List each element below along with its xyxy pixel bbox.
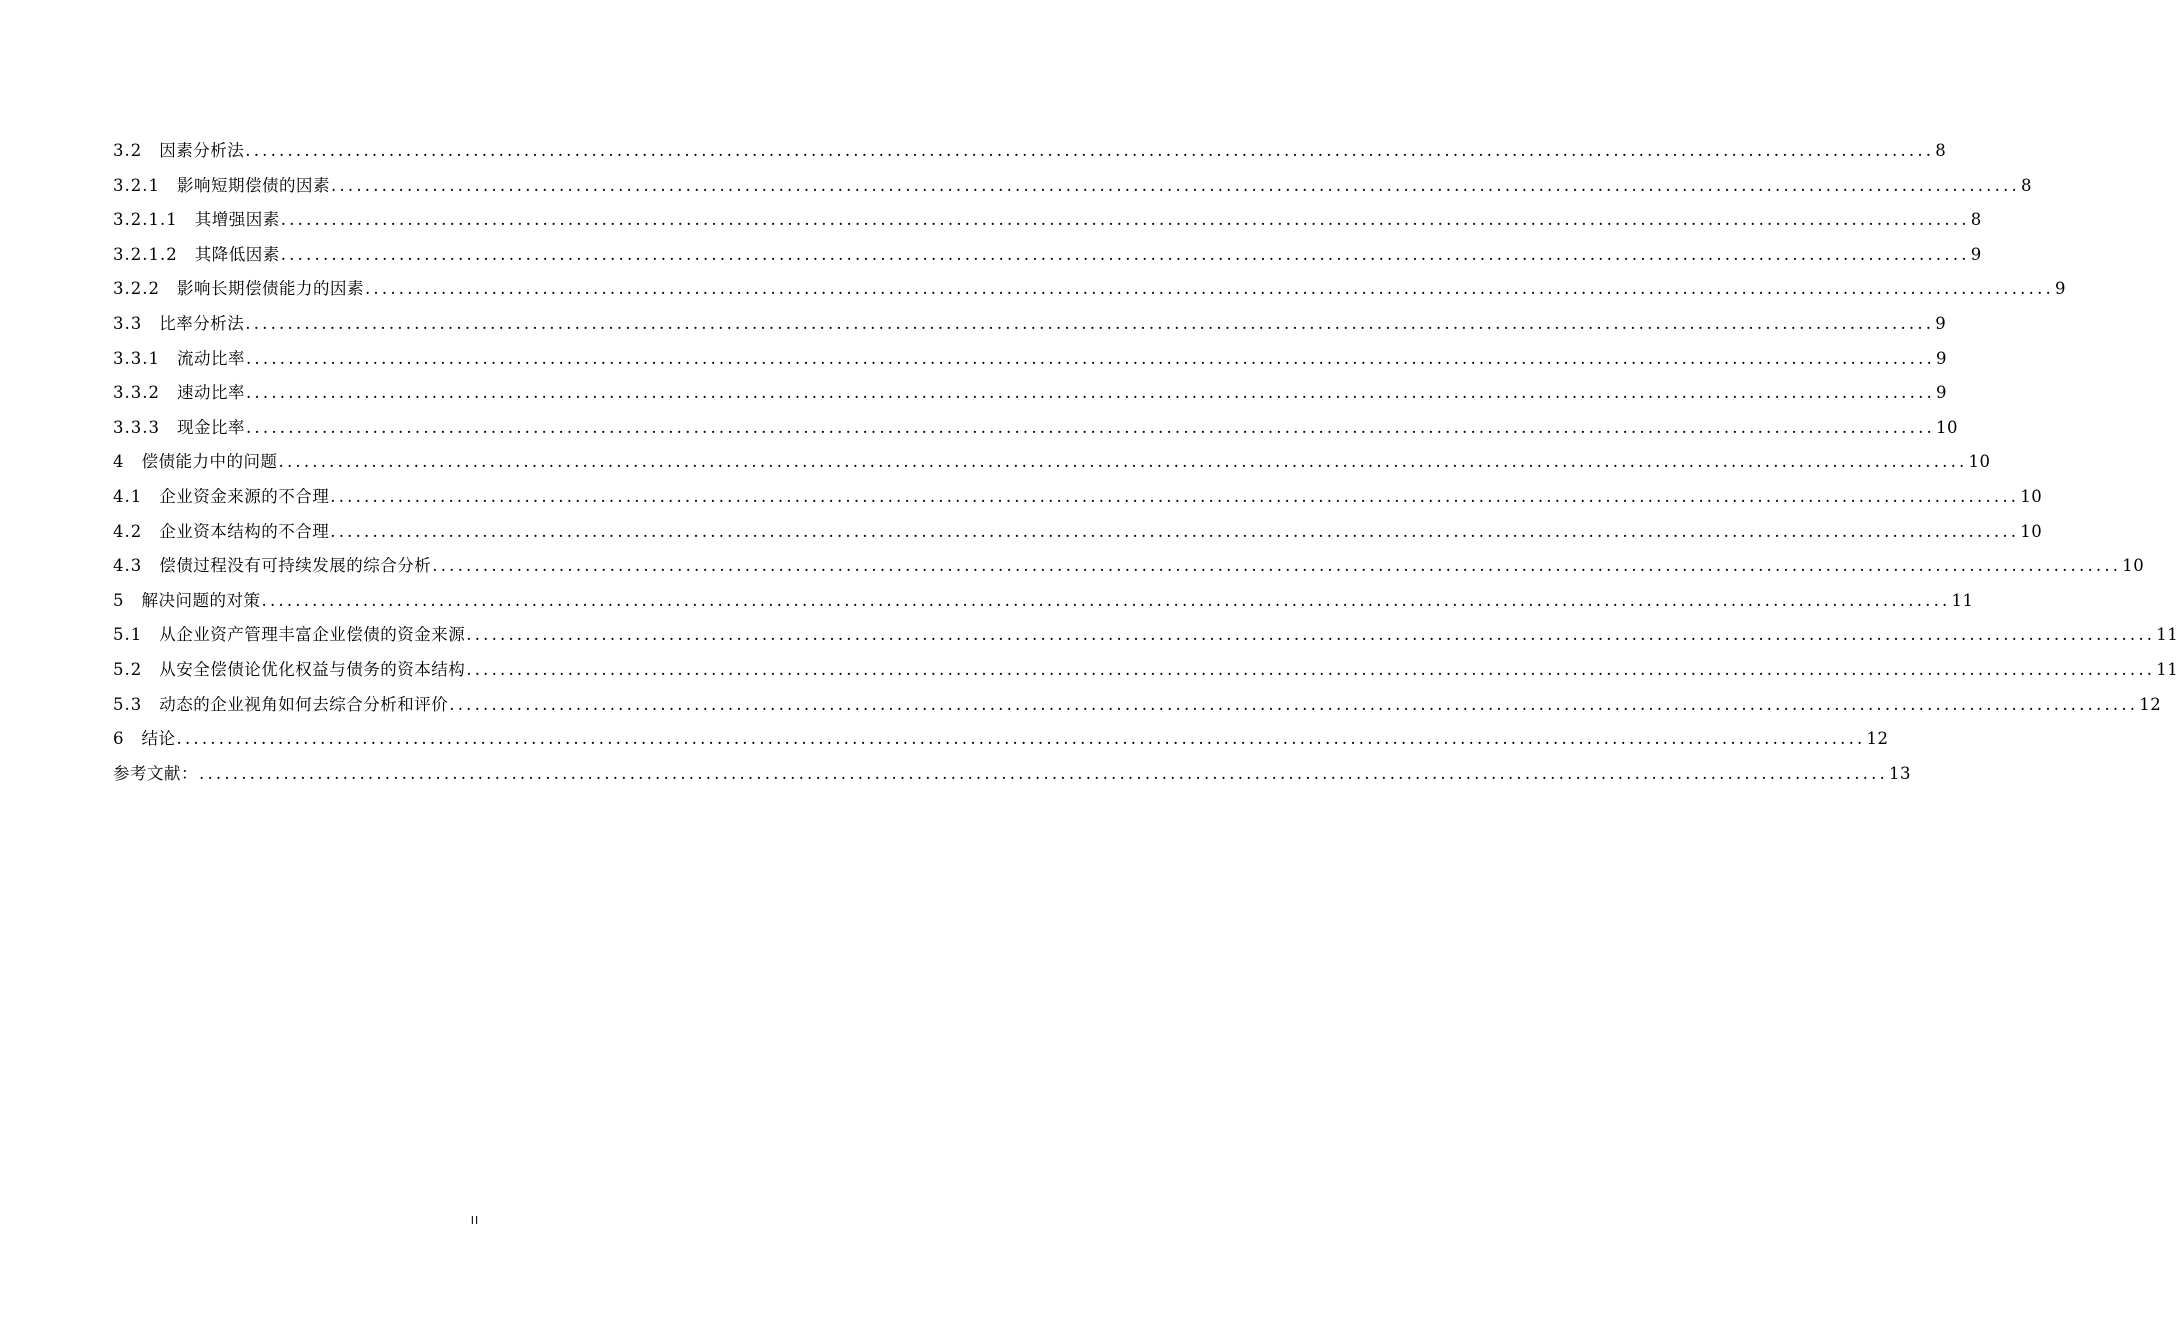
- toc-entry[interactable]: [113, 653, 2178, 688]
- toc-entry-title: 结论: [141, 729, 176, 749]
- toc-entry-title: 影响长期偿债能力的因素: [176, 279, 364, 299]
- toc-dot-leader: ........................................................................................................................................................................................................: [199, 763, 1888, 783]
- toc-entry-title: 偿债过程没有可持续发展的综合分析: [159, 556, 432, 576]
- toc-dot-leader: ........................................................................................................................................................................................................: [245, 417, 1935, 437]
- toc-entry-number: 6: [113, 729, 125, 749]
- toc-entry-page: 13: [1888, 763, 1911, 783]
- toc-entry-number: 5.3: [113, 694, 143, 714]
- toc-entry-number: 3.2.2: [113, 279, 160, 299]
- toc-entry-page: 11: [1951, 590, 1974, 610]
- toc-dot-leader: ........................................................................................................................................................................................................: [330, 175, 2020, 195]
- toc-entry-title: 现金比率: [176, 417, 245, 437]
- toc-entry-number: 3.3.1: [113, 348, 160, 368]
- toc-entry[interactable]: [113, 688, 2162, 723]
- toc-entry-page: 10: [1935, 417, 1958, 437]
- toc-entry-title: 参考文献：: [113, 763, 198, 783]
- toc-entry-page: 9: [1935, 383, 1947, 403]
- toc-entry[interactable]: [113, 411, 1958, 446]
- toc-dot-leader: ........................................................................................................................................................................................................: [245, 383, 1935, 403]
- toc-dot-leader: ........................................................................................................................................................................................................: [261, 590, 1951, 610]
- toc-entry-number: 3.2.1.2: [113, 244, 178, 264]
- toc-entry-number: 4.2: [113, 521, 143, 541]
- toc-entry-title: 企业资金来源的不合理: [159, 486, 330, 506]
- toc-entry-number: 5.1: [113, 625, 143, 645]
- toc-dot-leader: ........................................................................................................................................................................................................: [432, 556, 2122, 576]
- toc-entry-title: 动态的企业视角如何去综合分析和评价: [159, 694, 449, 714]
- toc-entry[interactable]: [113, 342, 1947, 377]
- toc-entry-page: 11: [2156, 659, 2178, 679]
- toc-entry[interactable]: [113, 480, 2043, 515]
- toc-entry-number: 3.2: [113, 141, 143, 160]
- page-number: II: [470, 1214, 480, 1227]
- toc-entry[interactable]: [113, 272, 2066, 307]
- toc-entry-page: 9: [1970, 244, 1982, 264]
- toc-entry-number: 5.2: [113, 659, 143, 679]
- toc-entry-page: 12: [1866, 729, 1889, 749]
- toc-entry-page: 8: [1935, 141, 1947, 160]
- toc-dot-leader: ........................................................................................................................................................................................................: [449, 694, 2139, 714]
- toc-entry-page: 12: [2139, 694, 2162, 714]
- toc-entry-title: 因素分析法: [159, 141, 245, 160]
- toc-entry-page: 10: [2122, 556, 2145, 576]
- toc-entry-title: 偿债能力中的问题: [141, 452, 278, 472]
- toc-entry-number: 3.3.3: [113, 417, 160, 437]
- toc-entry-page: 9: [1935, 313, 1947, 333]
- toc-entry[interactable]: [113, 722, 1889, 757]
- toc-dot-leader: ........................................................................................................................................................................................................: [280, 244, 1970, 264]
- toc-entry[interactable]: [113, 307, 1947, 342]
- toc-entry[interactable]: [113, 238, 1982, 273]
- toc-entry-page: 9: [1935, 348, 1947, 368]
- toc-dot-leader: ........................................................................................................................................................................................................: [280, 210, 1970, 230]
- toc-entry[interactable]: [113, 584, 1974, 619]
- toc-entry-number: 3.3: [113, 313, 143, 333]
- table-of-contents: [113, 134, 2178, 791]
- toc-entry[interactable]: [113, 134, 1947, 169]
- toc-entry-number: 4.3: [113, 556, 143, 576]
- toc-dot-leader: ........................................................................................................................................................................................................: [330, 486, 2020, 506]
- toc-dot-leader: ........................................................................................................................................................................................................: [245, 313, 1935, 333]
- toc-dot-leader: ........................................................................................................................................................................................................: [176, 729, 1866, 749]
- toc-entry-page: 10: [2020, 521, 2043, 541]
- toc-entry-title: 影响短期偿债的因素: [176, 175, 330, 195]
- toc-entry[interactable]: [113, 376, 1947, 411]
- toc-entry-number: 5: [113, 590, 125, 610]
- toc-dot-leader: ........................................................................................................................................................................................................: [466, 625, 2156, 645]
- toc-entry[interactable]: [113, 549, 2145, 584]
- toc-entry-number: 4.1: [113, 486, 143, 506]
- toc-entry-title: 解决问题的对策: [141, 590, 261, 610]
- toc-dot-leader: ........................................................................................................................................................................................................: [364, 279, 2054, 299]
- toc-dot-leader: ........................................................................................................................................................................................................: [245, 348, 1935, 368]
- toc-entry-page: 9: [2054, 279, 2066, 299]
- toc-entry-number: 3.2.1.1: [113, 210, 178, 230]
- toc-entry-number: 4: [113, 452, 125, 472]
- toc-dot-leader: ........................................................................................................................................................................................................: [330, 521, 2020, 541]
- toc-dot-leader: ........................................................................................................................................................................................................: [278, 452, 1968, 472]
- toc-entry-number: 3.2.1: [113, 175, 160, 195]
- toc-entry-page: 8: [1970, 210, 1982, 230]
- toc-entry-title: 速动比率: [176, 383, 245, 403]
- toc-entry[interactable]: [113, 169, 2032, 204]
- toc-entry-title: 其增强因素: [194, 210, 280, 230]
- toc-entry-title: 从企业资产管理丰富企业偿债的资金来源: [159, 625, 466, 645]
- toc-dot-leader: ........................................................................................................................................................................................................: [466, 659, 2156, 679]
- toc-entry[interactable]: [113, 445, 1991, 480]
- toc-entry-page: 10: [2020, 486, 2043, 506]
- toc-entry-title: 流动比率: [176, 348, 245, 368]
- toc-entry-title: 从安全偿债论优化权益与债务的资本结构: [159, 659, 466, 679]
- toc-entry[interactable]: [113, 515, 2043, 550]
- toc-dot-leader: ........................................................................................................................................................................................................: [245, 141, 1935, 160]
- toc-entry-title: 企业资本结构的不合理: [159, 521, 330, 541]
- toc-entry-title: 比率分析法: [159, 313, 245, 333]
- toc-entry[interactable]: [113, 757, 1911, 792]
- toc-entry-page: 8: [2020, 175, 2032, 195]
- toc-entry[interactable]: [113, 618, 2178, 653]
- page-number-footer: [0, 1214, 950, 1227]
- toc-entry-page: 10: [1968, 452, 1991, 472]
- toc-entry-title: 其降低因素: [194, 244, 280, 264]
- toc-entry-number: 3.3.2: [113, 383, 160, 403]
- toc-entry-page: 11: [2156, 625, 2178, 645]
- toc-entry[interactable]: [113, 203, 1982, 238]
